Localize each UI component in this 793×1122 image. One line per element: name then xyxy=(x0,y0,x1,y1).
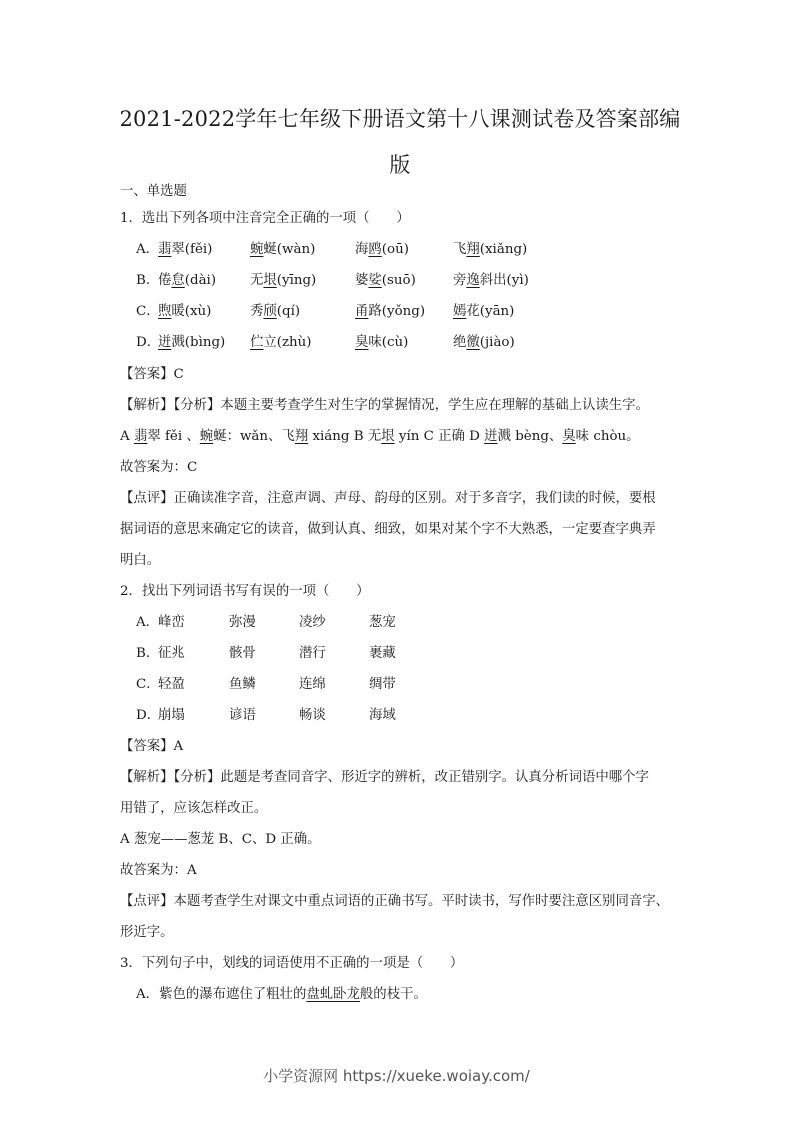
option-text: 海 xyxy=(355,242,369,257)
detail-text: A xyxy=(120,429,134,444)
option-text: 溅(bìng) xyxy=(171,335,226,350)
underlined-char: 蜿 xyxy=(250,242,264,257)
underlined-char: 翡 xyxy=(133,429,148,444)
q3-option-a-pre: 紫色的瀑布遮住了粗壮的 xyxy=(159,987,307,1002)
q2-option-label: B． xyxy=(136,646,160,661)
underlined-char: 垠 xyxy=(263,273,277,288)
detail-text: 蜒：wǎn、飞 xyxy=(213,429,295,444)
q2-option-word: 裹藏 xyxy=(369,646,396,661)
option-text: 翠(fěi) xyxy=(171,242,213,257)
q2-option-word: 绸带 xyxy=(369,677,396,692)
q1-option-item xyxy=(355,241,409,259)
q1-option-item xyxy=(355,334,408,352)
underlined-char: 翔 xyxy=(294,429,309,444)
q1-option-item xyxy=(250,272,316,290)
option-text: (oū) xyxy=(381,242,409,257)
q1-option-item xyxy=(453,334,515,352)
q1-comment-line-1: 【点评】正确读准字音，注意声调、声母、韵母的区别。对于多音字，我们读的时候，要根 xyxy=(120,491,656,506)
q2-option-label: D． xyxy=(136,708,161,723)
q3-option-a-underlined: 盘虬卧龙 xyxy=(306,987,360,1002)
q2-stem: 2．找出下列词语书写有误的一项（ ） xyxy=(120,584,370,599)
q1-option-item xyxy=(250,303,300,321)
section-heading: 一、单选题 xyxy=(120,184,187,199)
option-text: 旁 xyxy=(453,273,467,288)
underlined-char: 臭 xyxy=(562,429,576,444)
q1-option-label: A． xyxy=(136,242,160,257)
q1-comment-line-2: 据词语的意思来确定它的读音，做到认真、细致，如果对某个字不大熟悉，一定要查字典弄 xyxy=(120,522,656,537)
option-text: (xiǎng) xyxy=(479,242,528,257)
option-text: 秀 xyxy=(250,304,264,319)
q3-option-a-label: A． xyxy=(136,987,160,1002)
underlined-char: 迸 xyxy=(158,335,172,350)
option-text: (jiào) xyxy=(479,335,515,350)
q1-analysis: 【解析】【分析】本题主要考查学生对生字的掌握情况，学生应在理解的基础上认读生字。 xyxy=(120,398,649,413)
underlined-char: 蜿 xyxy=(199,429,214,444)
underlined-char: 娑 xyxy=(368,273,382,288)
q1-option-item xyxy=(453,272,529,290)
q2-option-word: 弥漫 xyxy=(229,615,256,630)
underlined-char: 臭 xyxy=(355,335,369,350)
title-line-2: 版 xyxy=(389,153,411,177)
underlined-char: 逸 xyxy=(466,273,480,288)
option-text: 花(yān) xyxy=(466,304,515,319)
underlined-char: 颀 xyxy=(263,304,277,319)
underlined-char: 鸥 xyxy=(368,242,382,257)
q1-option-item xyxy=(355,303,425,321)
q2-final-answer: 故答案为：A xyxy=(120,863,197,878)
underlined-char: 垠 xyxy=(381,429,395,444)
q2-option-word: 连绵 xyxy=(299,677,326,692)
q1-option-item xyxy=(453,303,514,321)
q2-option-word: 轻盈 xyxy=(158,677,185,692)
q3-stem: 3．下列句子中，划线的词语使用不正确的一项是（ ） xyxy=(120,956,464,971)
option-text: (dài) xyxy=(184,273,217,288)
q2-option-word: 凌纱 xyxy=(299,615,326,630)
option-text: 无 xyxy=(250,273,264,288)
q1-option-label: B． xyxy=(136,273,160,288)
q3-option-a xyxy=(136,986,427,1004)
option-text: 绝 xyxy=(453,335,467,350)
detail-text: xiáng B 无 xyxy=(308,429,382,444)
underlined-char: 徼 xyxy=(466,335,480,350)
q1-option-item xyxy=(250,241,315,259)
q1-analysis-detail xyxy=(120,428,640,446)
underlined-char: 翔 xyxy=(466,242,480,257)
underlined-char: 甬 xyxy=(355,304,369,319)
option-text: 味(cù) xyxy=(368,335,409,350)
q2-option-word: 骸骨 xyxy=(229,646,256,661)
option-text: 飞 xyxy=(453,242,467,257)
q1-option-label: C． xyxy=(136,304,160,319)
q3-option-a-post: 般的枝干。 xyxy=(359,987,427,1002)
option-text: 暖(xù) xyxy=(171,304,212,319)
q2-comment-line-2: 形近字。 xyxy=(120,925,174,940)
q1-option-item xyxy=(453,241,527,259)
q2-answer: 【答案】A xyxy=(120,739,184,754)
option-text: 斜出(yì) xyxy=(479,273,529,288)
underlined-char: 伫 xyxy=(250,335,264,350)
detail-text: yín C 正确 D xyxy=(394,429,485,444)
q2-option-word: 征兆 xyxy=(158,646,185,661)
option-text: (yīng) xyxy=(276,273,317,288)
q1-option-item xyxy=(250,334,312,352)
option-text: (suō) xyxy=(381,273,416,288)
q1-option-item xyxy=(158,272,216,290)
option-text: 立(zhù) xyxy=(263,335,312,350)
underlined-char: 怠 xyxy=(171,273,185,288)
footer-watermark: 小学资源网 https://xueke.woiay.com/ xyxy=(263,1067,530,1085)
underlined-char: 嫣 xyxy=(453,304,467,319)
detail-text: 味 chòu。 xyxy=(575,429,640,444)
underlined-char: 迸 xyxy=(484,429,498,444)
q1-option-item xyxy=(355,272,416,290)
q2-option-word: 葱宠 xyxy=(369,615,396,630)
q1-comment-line-3: 明白。 xyxy=(120,553,161,568)
detail-text: 翠 fěi 、 xyxy=(147,429,200,444)
q2-option-word: 崩塌 xyxy=(158,708,185,723)
q2-option-word: 峰峦 xyxy=(158,615,185,630)
q2-option-word: 谚语 xyxy=(229,708,256,723)
option-text: (qí) xyxy=(276,304,301,319)
q2-option-label: A． xyxy=(136,615,160,630)
q1-answer: 【答案】C xyxy=(120,367,184,382)
underlined-char: 翡 xyxy=(158,242,172,257)
q2-option-label: C． xyxy=(136,677,160,692)
q2-analysis-line-1: 【解析】【分析】此题是考查同音字、形近字的辨析，改正错别字。认真分析词语中哪个字 xyxy=(120,770,649,785)
document-title xyxy=(100,96,700,188)
detail-text: 溅 bèng、 xyxy=(497,429,563,444)
q1-option-item xyxy=(158,303,211,321)
q2-option-word: 潜行 xyxy=(299,646,326,661)
q1-option-item xyxy=(158,241,212,259)
q1-option-label: D． xyxy=(136,335,161,350)
q2-analysis-detail: A 葱宠——葱茏 B、C、D 正确。 xyxy=(120,832,321,847)
option-text: 倦 xyxy=(158,273,172,288)
option-text: 蜒(wàn) xyxy=(263,242,316,257)
option-text: 路(yǒng) xyxy=(368,304,426,319)
q2-option-word: 海域 xyxy=(369,708,396,723)
q2-option-word: 鱼鳞 xyxy=(229,677,256,692)
q2-comment-line-1: 【点评】本题考查学生对课文中重点词语的正确书写。平时读书，写作时要注意区别同音字、 xyxy=(120,894,670,909)
q2-analysis-line-2: 用错了，应该怎样改正。 xyxy=(120,801,268,816)
q1-stem: 1．选出下列各项中注音完全正确的一项（ ） xyxy=(120,211,410,226)
title-line-1: 2021-2022学年七年级下册语文第十八课测试卷及答案部编 xyxy=(119,107,681,131)
underlined-char: 煦 xyxy=(158,304,172,319)
option-text: 婆 xyxy=(355,273,369,288)
q1-final-answer: 故答案为：C xyxy=(120,460,198,475)
q1-option-item xyxy=(158,334,225,352)
q2-option-word: 畅谈 xyxy=(299,708,326,723)
